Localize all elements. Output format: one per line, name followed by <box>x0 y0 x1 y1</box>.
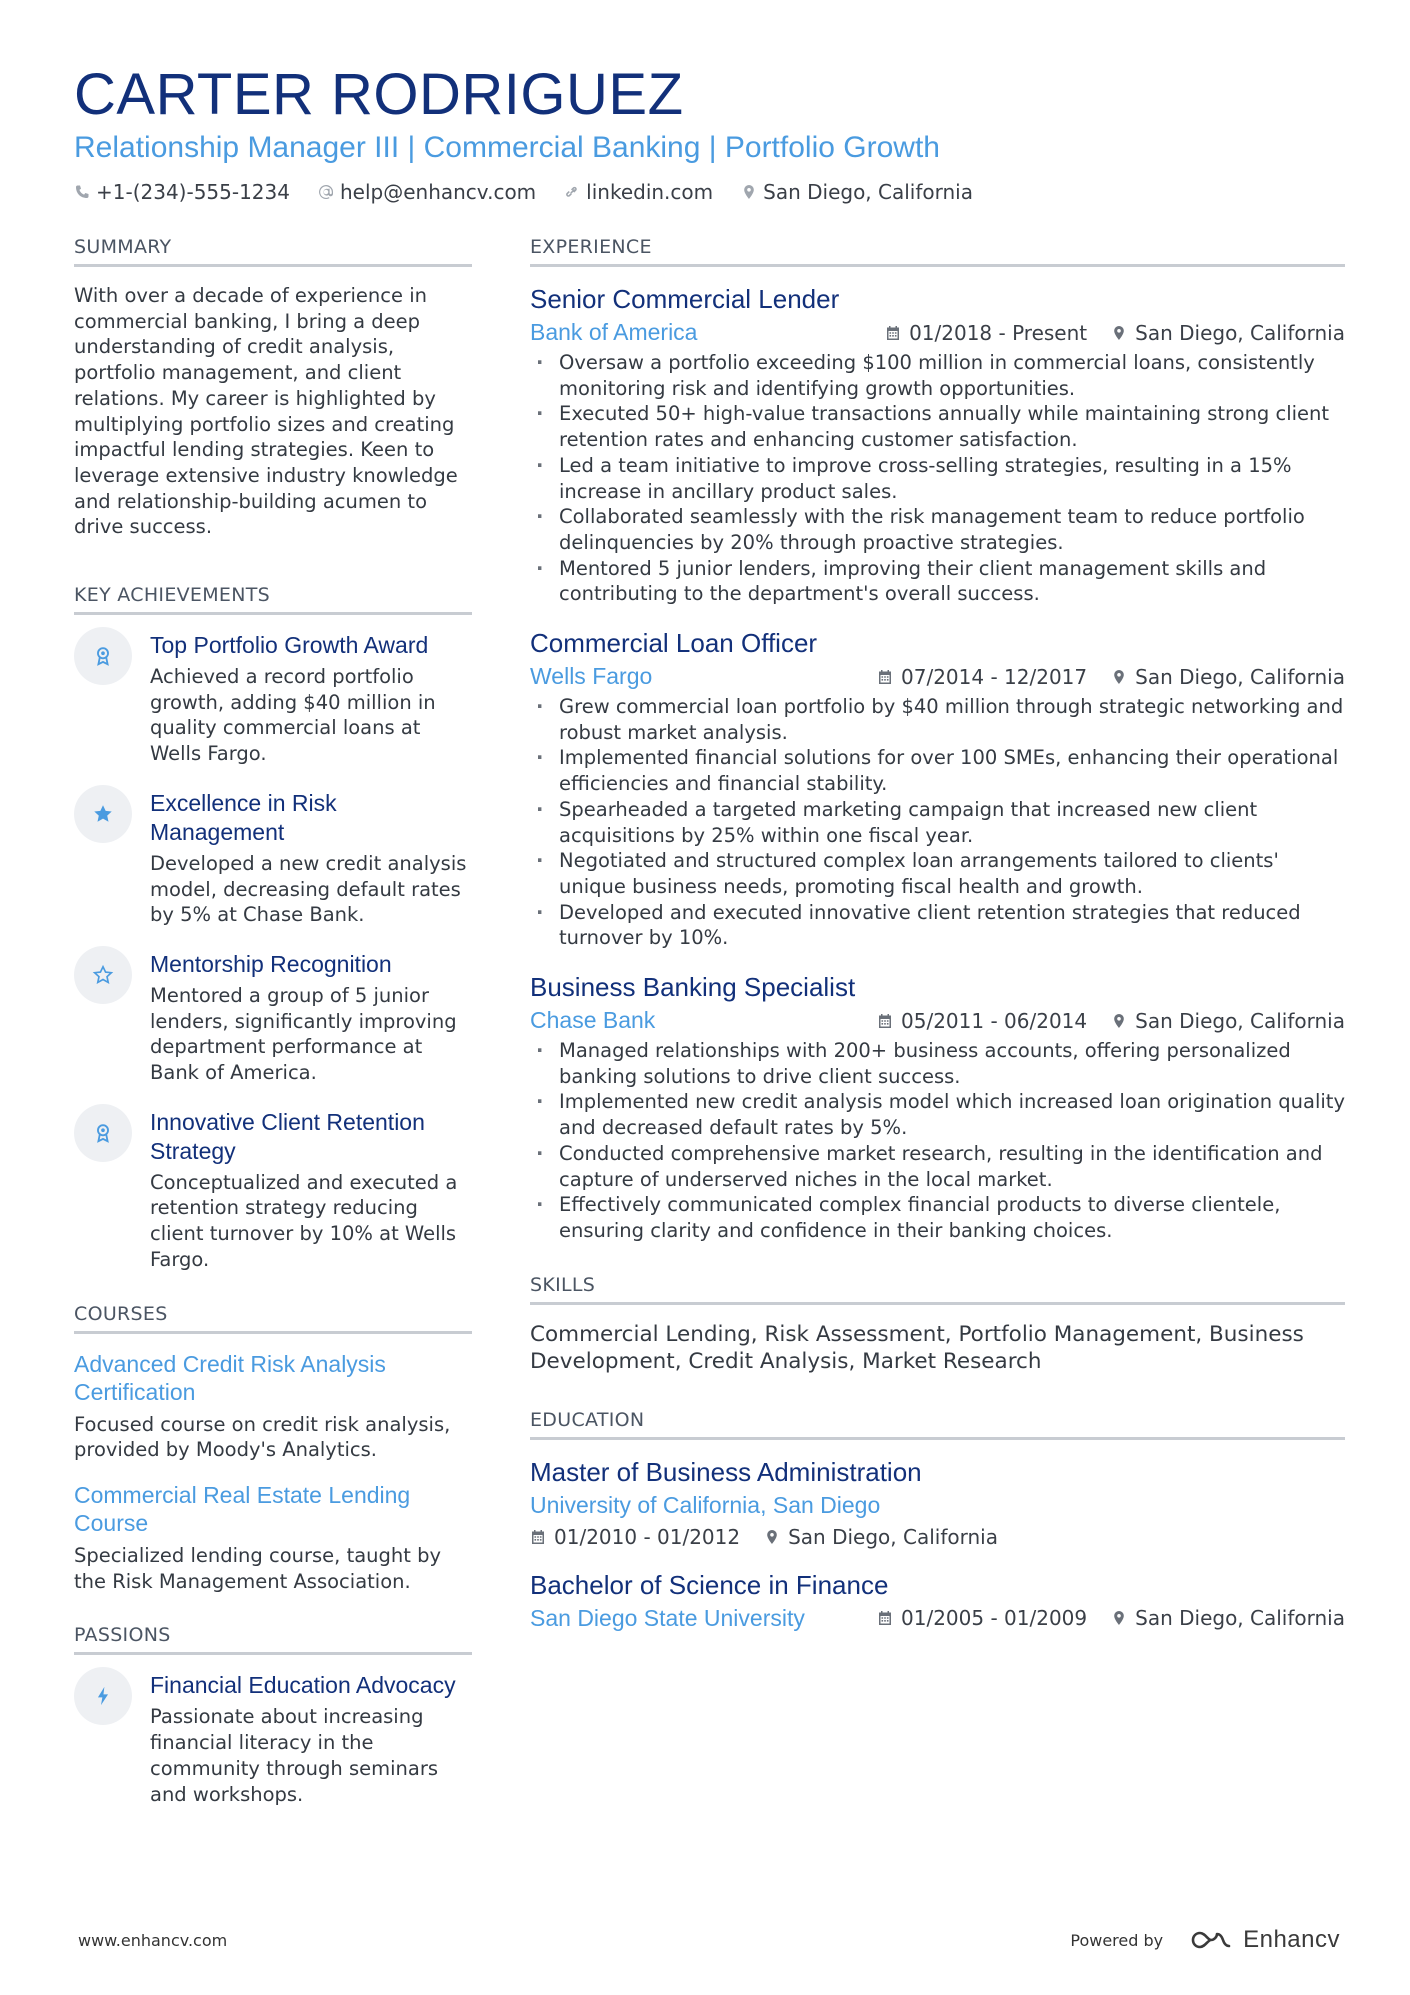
edu-dates: 01/2005 - 01/2009 <box>901 1606 1088 1631</box>
job-entry <box>530 971 1345 1244</box>
summary-heading: SUMMARY <box>74 236 472 267</box>
achievements-heading: KEY ACHIEVEMENTS <box>74 584 472 615</box>
achievement-title: Excellence in Risk Management <box>150 789 337 845</box>
job-dates: 01/2018 - Present <box>909 320 1088 345</box>
edu-location: San Diego, California <box>1135 1606 1345 1631</box>
candidate-title: Relationship Manager III | Commercial Banking | Portfolio Growth <box>74 131 940 164</box>
edu-degree: Bachelor of Science in Finance <box>530 1569 889 1600</box>
edu-location: San Diego, California <box>788 1524 998 1549</box>
job-meta <box>530 1007 1345 1034</box>
course-text: Focused course on credit risk analysis, provided by Moody's Analytics. <box>74 1412 451 1462</box>
courses-heading: COURSES <box>74 1303 472 1334</box>
phone-icon <box>74 184 90 200</box>
job-bullets <box>530 350 1345 607</box>
achievement-item <box>74 789 472 928</box>
edu-meta <box>530 1605 1345 1632</box>
list-item: · Mentored 5 junior lenders, improving their client management skills and contributing to the department's overall success. <box>530 556 1345 607</box>
job-location: San Diego, California <box>1135 320 1345 345</box>
list-item: · Collaborated seamlessly with the risk management team to reduce portfolio delinquencies by 20% through proactive strategies. <box>530 504 1345 555</box>
contact-linkedin[interactable] <box>564 180 713 204</box>
bolt-icon <box>92 1685 114 1707</box>
award-icon <box>92 645 114 667</box>
courses-section <box>74 1303 472 1595</box>
job-dates: 07/2014 - 12/2017 <box>901 664 1088 689</box>
job-entry <box>530 283 1345 607</box>
calendar-icon <box>877 1610 893 1626</box>
map-pin-icon <box>1111 669 1127 685</box>
course-title: Advanced Credit Risk Analysis Certification <box>74 1350 386 1405</box>
map-pin-icon <box>741 184 757 200</box>
phone-text: +1-(234)-555-1234 <box>96 180 290 204</box>
education-heading: EDUCATION <box>530 1409 1345 1440</box>
passion-item <box>74 1671 472 1807</box>
enhancv-logo[interactable] <box>1189 1926 1340 1954</box>
edu-degree: Master of Business Administration <box>530 1456 922 1487</box>
job-company: Bank of America <box>530 319 698 345</box>
education-entry <box>530 1569 1345 1632</box>
list-item: · Led a team initiative to improve cross-selling strategies, resulting in a 15% increase in ancillary product sales. <box>530 453 1345 504</box>
email-text: help@enhancv.com <box>339 180 537 204</box>
list-item: · Oversaw a portfolio exceeding $100 million in commercial loans, consistently monitoring risk and identifying growth opportunities. <box>530 350 1345 401</box>
achievement-item <box>74 950 472 1086</box>
education-entry <box>530 1456 1345 1549</box>
course-title: Commercial Real Estate Lending Course <box>74 1481 411 1536</box>
list-item: · Managed relationships with 200+ business accounts, offering personalized banking solutions to drive client success. <box>530 1038 1345 1089</box>
resume-header <box>74 62 1344 204</box>
job-location: San Diego, California <box>1135 1008 1345 1033</box>
job-title: Business Banking Specialist <box>530 972 856 1003</box>
education-section <box>530 1409 1345 1632</box>
map-pin-icon <box>1111 325 1127 341</box>
achievement-title: Top Portfolio Growth Award <box>150 632 429 659</box>
job-bullets <box>530 694 1345 951</box>
contact-phone[interactable] <box>74 180 290 204</box>
map-pin-icon <box>1111 1610 1127 1626</box>
achievement-title: Mentorship Recognition <box>150 950 392 977</box>
edu-dates: 01/2010 - 01/2012 <box>554 1524 741 1549</box>
achievement-text: Achieved a record portfolio growth, adding $40 million in quality commercial loans at Wells Fargo. <box>150 665 436 766</box>
left-column <box>74 236 472 1829</box>
experience-section <box>530 236 1345 1244</box>
edu-school: San Diego State University <box>530 1604 805 1631</box>
skills-text: Commercial Lending, Risk Assessment, Portfolio Management, Business Development, Credit Analysis, Market Research <box>530 1321 1304 1374</box>
summary-section <box>74 236 472 540</box>
award-icon <box>92 1122 114 1144</box>
achievement-item <box>74 631 472 767</box>
right-column <box>530 236 1345 1652</box>
list-item: · Effectively communicated complex financial products to diverse clientele, ensuring clarity and confidence in their banking choices. <box>530 1192 1345 1243</box>
edu-meta <box>530 1525 1345 1549</box>
linkedin-text: linkedin.com <box>586 180 714 204</box>
list-item: · Conducted comprehensive market research, resulting in the identification and capture of underserved niches in the local market. <box>530 1141 1345 1192</box>
passion-title: Financial Education Advocacy <box>150 1672 456 1699</box>
calendar-icon <box>877 1013 893 1029</box>
star-filled-icon <box>92 803 114 825</box>
list-item: · Developed and executed innovative client retention strategies that reduced turnover by 10%. <box>530 900 1345 951</box>
course-item <box>74 1481 472 1594</box>
achievement-text: Developed a new credit analysis model, decreasing default rates by 5% at Chase Bank. <box>150 851 467 927</box>
job-title: Commercial Loan Officer <box>530 628 818 659</box>
footer-website[interactable]: www.enhancv.com <box>78 1930 228 1950</box>
map-pin-icon <box>764 1529 780 1545</box>
list-item: · Implemented new credit analysis model which increased loan origination quality and decreased default rates by 5%. <box>530 1089 1345 1140</box>
job-location: San Diego, California <box>1135 664 1345 689</box>
course-item <box>74 1350 472 1463</box>
job-bullets <box>530 1038 1345 1244</box>
enhancv-logo-icon <box>1189 1928 1233 1952</box>
course-text: Specialized lending course, taught by the Risk Management Association. <box>74 1543 442 1593</box>
link-icon <box>564 184 580 200</box>
calendar-icon <box>877 669 893 685</box>
list-item: · Grew commercial loan portfolio by $40 million through strategic networking and robust market analysis. <box>530 694 1345 745</box>
job-entry <box>530 627 1345 951</box>
passions-section <box>74 1624 472 1807</box>
contact-email[interactable] <box>318 180 536 204</box>
job-meta <box>530 663 1345 690</box>
contact-bar <box>74 180 1344 204</box>
page-footer <box>78 1926 1340 1954</box>
achievement-text: Mentored a group of 5 junior lenders, significantly improving department performance at Bank of America. <box>150 983 457 1085</box>
candidate-name: CARTER RODRIGUEZ <box>74 62 684 127</box>
summary-text: With over a decade of experience in commercial banking, I bring a deep understanding of credit analysis, portfolio management, and client relations. My career is highlighted by multiplying portfolio sizes and creating impactful lending strategies. Keen to leverage extensive industry knowledge and relationship-building acumen to drive success. <box>74 284 458 539</box>
experience-heading: EXPERIENCE <box>530 236 1345 267</box>
passion-text: Passionate about increasing financial literacy in the community through seminars and workshops. <box>150 1705 439 1806</box>
list-item: · Spearheaded a targeted marketing campaign that increased new client acquisitions by 25% within one fiscal year. <box>530 797 1345 848</box>
brand-text: Enhancv <box>1243 1926 1340 1953</box>
calendar-icon <box>530 1529 546 1545</box>
skills-heading: SKILLS <box>530 1274 1345 1305</box>
location-text: San Diego, California <box>763 180 973 204</box>
list-item: · Negotiated and structured complex loan arrangements tailored to clients' unique business needs, promoting fiscal health and growth. <box>530 848 1345 899</box>
achievement-title: Innovative Client Retention Strategy <box>150 1108 425 1164</box>
edu-school: University of California, San Diego <box>530 1491 881 1518</box>
job-company: Wells Fargo <box>530 663 653 690</box>
achievement-item <box>74 1108 472 1273</box>
contact-location <box>741 180 973 204</box>
job-title: Senior Commercial Lender <box>530 284 840 314</box>
list-item: · Implemented financial solutions for over 100 SMEs, enhancing their operational efficiencies and financial stability. <box>530 745 1345 796</box>
job-company: Chase Bank <box>530 1007 656 1034</box>
achievement-text: Conceptualized and executed a retention strategy reducing client turnover by 10% at Wells Fargo. <box>150 1170 458 1271</box>
powered-by-label: Powered by <box>1070 1930 1164 1950</box>
job-meta <box>530 319 1345 346</box>
star-outline-icon <box>92 964 114 986</box>
skills-section <box>530 1274 1345 1375</box>
passions-heading: PASSIONS <box>74 1624 472 1655</box>
map-pin-icon <box>1111 1013 1127 1029</box>
list-item: · Executed 50+ high-value transactions annually while maintaining strong client retention rates and enhancing customer satisfaction. <box>530 401 1345 452</box>
at-icon <box>318 184 334 200</box>
calendar-icon <box>885 325 901 341</box>
achievements-section <box>74 584 472 1273</box>
job-dates: 05/2011 - 06/2014 <box>901 1008 1088 1033</box>
